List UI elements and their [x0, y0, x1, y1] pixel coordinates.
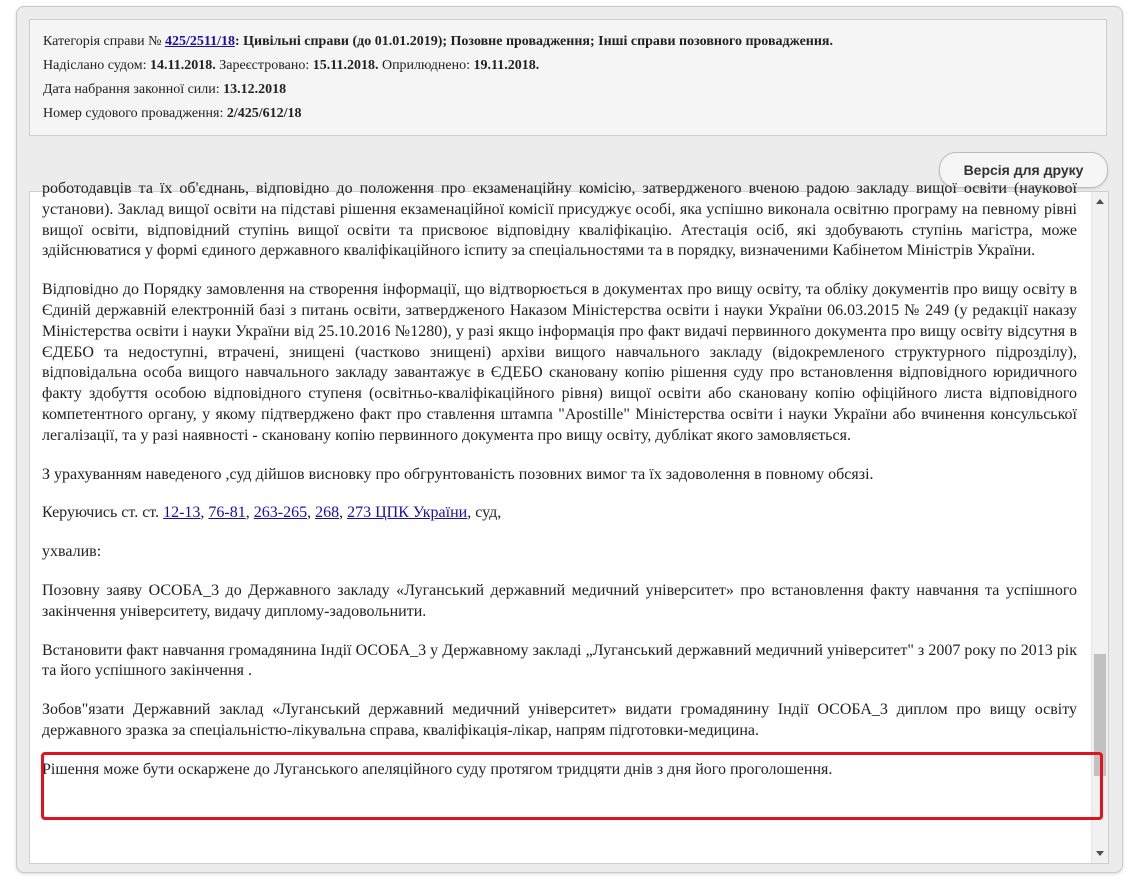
effective-date: 13.12.2018: [223, 82, 287, 97]
category-label: Категорія справи №: [43, 34, 162, 49]
proceeding-number-row: [43, 102, 1106, 126]
paragraph-attestation: роботодавців та їх об'єднань, відповідно до положення про екзаменаційну комісію, затвердженого вченою радою закладу вищої освіти (наукової установи). Заклад вищої освіти на підставі рішення екзаменаційної комісії присуджує особі, яка успішно виконала освітню програму на певному рівні вищої освіти, відповідний ступінь вищої освіти та присвоює відповідну кваліфікацію. Атестація осіб, які здобувають ступінь магістра, може здійснюватися у формі єдиного державного кваліфікаційного іспиту за спеціальностями та в порядку, визначеними Кабінетом Міністрів України.: [42, 180, 1077, 260]
scroll-up-arrow-icon[interactable]: [1096, 199, 1104, 204]
court-case-viewer: [16, 6, 1123, 873]
paragraph-appeal: Рішення може бути оскаржене до Луганського апеляційного суду протягом тридцяти днів з дня його проголошення.: [42, 760, 833, 778]
case-info-panel: [29, 19, 1107, 136]
law-link-12-13[interactable]: 12-13: [163, 504, 201, 522]
case-number-link[interactable]: 425/2511/18: [164, 34, 235, 49]
scroll-down-arrow-icon[interactable]: [1096, 851, 1104, 856]
sent-date: 14.11.2018.: [150, 58, 216, 73]
proceeding-label: Номер судового провадження:: [43, 106, 224, 121]
vertical-scrollbar[interactable]: [1091, 192, 1108, 863]
document-body: [42, 179, 1077, 799]
dates-row: [43, 54, 1106, 78]
law-link-263-265[interactable]: 263-265: [253, 504, 308, 522]
guided-by-prefix: Керуючись ст. ст.: [42, 504, 164, 522]
published-date: 19.11.2018.: [473, 58, 540, 73]
paragraph-establish-fact: Встановити факт навчання громадянина Індії ОСОБА_3 у Державному закладі „Луганський державний медичний університет" з 2007 року по 2013 рік та його успішного закінчення .: [42, 641, 1077, 680]
paragraph-conclusion: З урахуванням наведеного ,суд дійшов висновку про обгрунтованість позовних вимог та їх задоволення в повному обсязі.: [42, 465, 874, 483]
document-text-panel[interactable]: [29, 180, 1109, 864]
proceeding-number: 2/425/612/18: [226, 106, 302, 121]
category-value: : Цивільні справи (до 01.01.2019); Позовне провадження; Інші справи позовного провадження.: [234, 34, 833, 49]
registered-date: 15.11.2018.: [312, 58, 379, 73]
effective-label: Дата набрання законної сили:: [43, 82, 220, 97]
law-link-268[interactable]: 268: [315, 504, 340, 522]
scrollbar-thumb[interactable]: [1094, 654, 1106, 776]
published-label: Оприлюднено:: [381, 58, 470, 73]
paragraph-order-procedure: Відповідно до Порядку замовлення на створення інформації, що відтворюється в документах про вищу освіту, та обліку документів про вищу освіту в Єдиній державній електронній базі з питань освіти, затвердженого Наказом Міністерства освіти і науки України 06.03.2015 № 249 (у редакції наказу Міністерства освіти і науки України від 25.10.2016 №1280), у разі якщо інформація про факт видачі первинного документа про вищу освіту відсутня в ЄДЕБО та недоступні, втрачені, знищені (частково знищені) архіви вищого навчального закладу (відокремленого структурного підрозділу), відповідальна особа вищого навчального закладу завантажує в ЄДЕБО скановану копію рішення суду про встановлення відповідного юридичного факту здобуття особою відповідного ступеня (освітньо-кваліфікаційного рівня) вищої освіти або скановану копію офіційного листа відповідного компетентного органу, у якому підтверджено факт про ставлення штампа "Apostille" Міністерства освіти і науки України або вчинення консульської легалізації, та у разі наявності - скановану копію первинного документа про вищу освіту, дублікат якого замовляється.: [42, 281, 1077, 444]
paragraph-claim-granted: Позовну заяву ОСОБА_3 до Державного закладу «Луганський державний медичний університет» про встановлення факту навчання та успішного закінчення університету, видачу диплому-задовольнити.: [42, 581, 1077, 620]
print-version-button[interactable]: Версія для друку: [939, 152, 1108, 188]
guided-by-suffix: , суд,: [467, 504, 502, 522]
law-link-273-cpk[interactable]: 273 ЦПК України: [347, 504, 468, 522]
paragraph-guided-by: Керуючись ст. ст. 12-13, 76-81, 263-265, 268, 273 ЦПК України, суд,: [42, 504, 502, 522]
case-category-row: [43, 30, 1106, 54]
registered-label: Зареєстровано:: [219, 58, 310, 73]
law-link-76-81[interactable]: 76-81: [208, 504, 246, 522]
paragraph-oblige-diploma: Зобов"язати Державний заклад «Луганський державний медичний університет» видати громадянину Індії ОСОБА_3 диплом про вищу освіту державного зразка за спеціальністю-лікувальна справа, кваліфікація-лікар, напрям підготовки-медицина.: [42, 701, 1077, 739]
sent-label: Надіслано судом:: [43, 58, 147, 73]
paragraph-ruled: ухвалив:: [42, 543, 102, 561]
effective-date-row: [43, 78, 1106, 102]
